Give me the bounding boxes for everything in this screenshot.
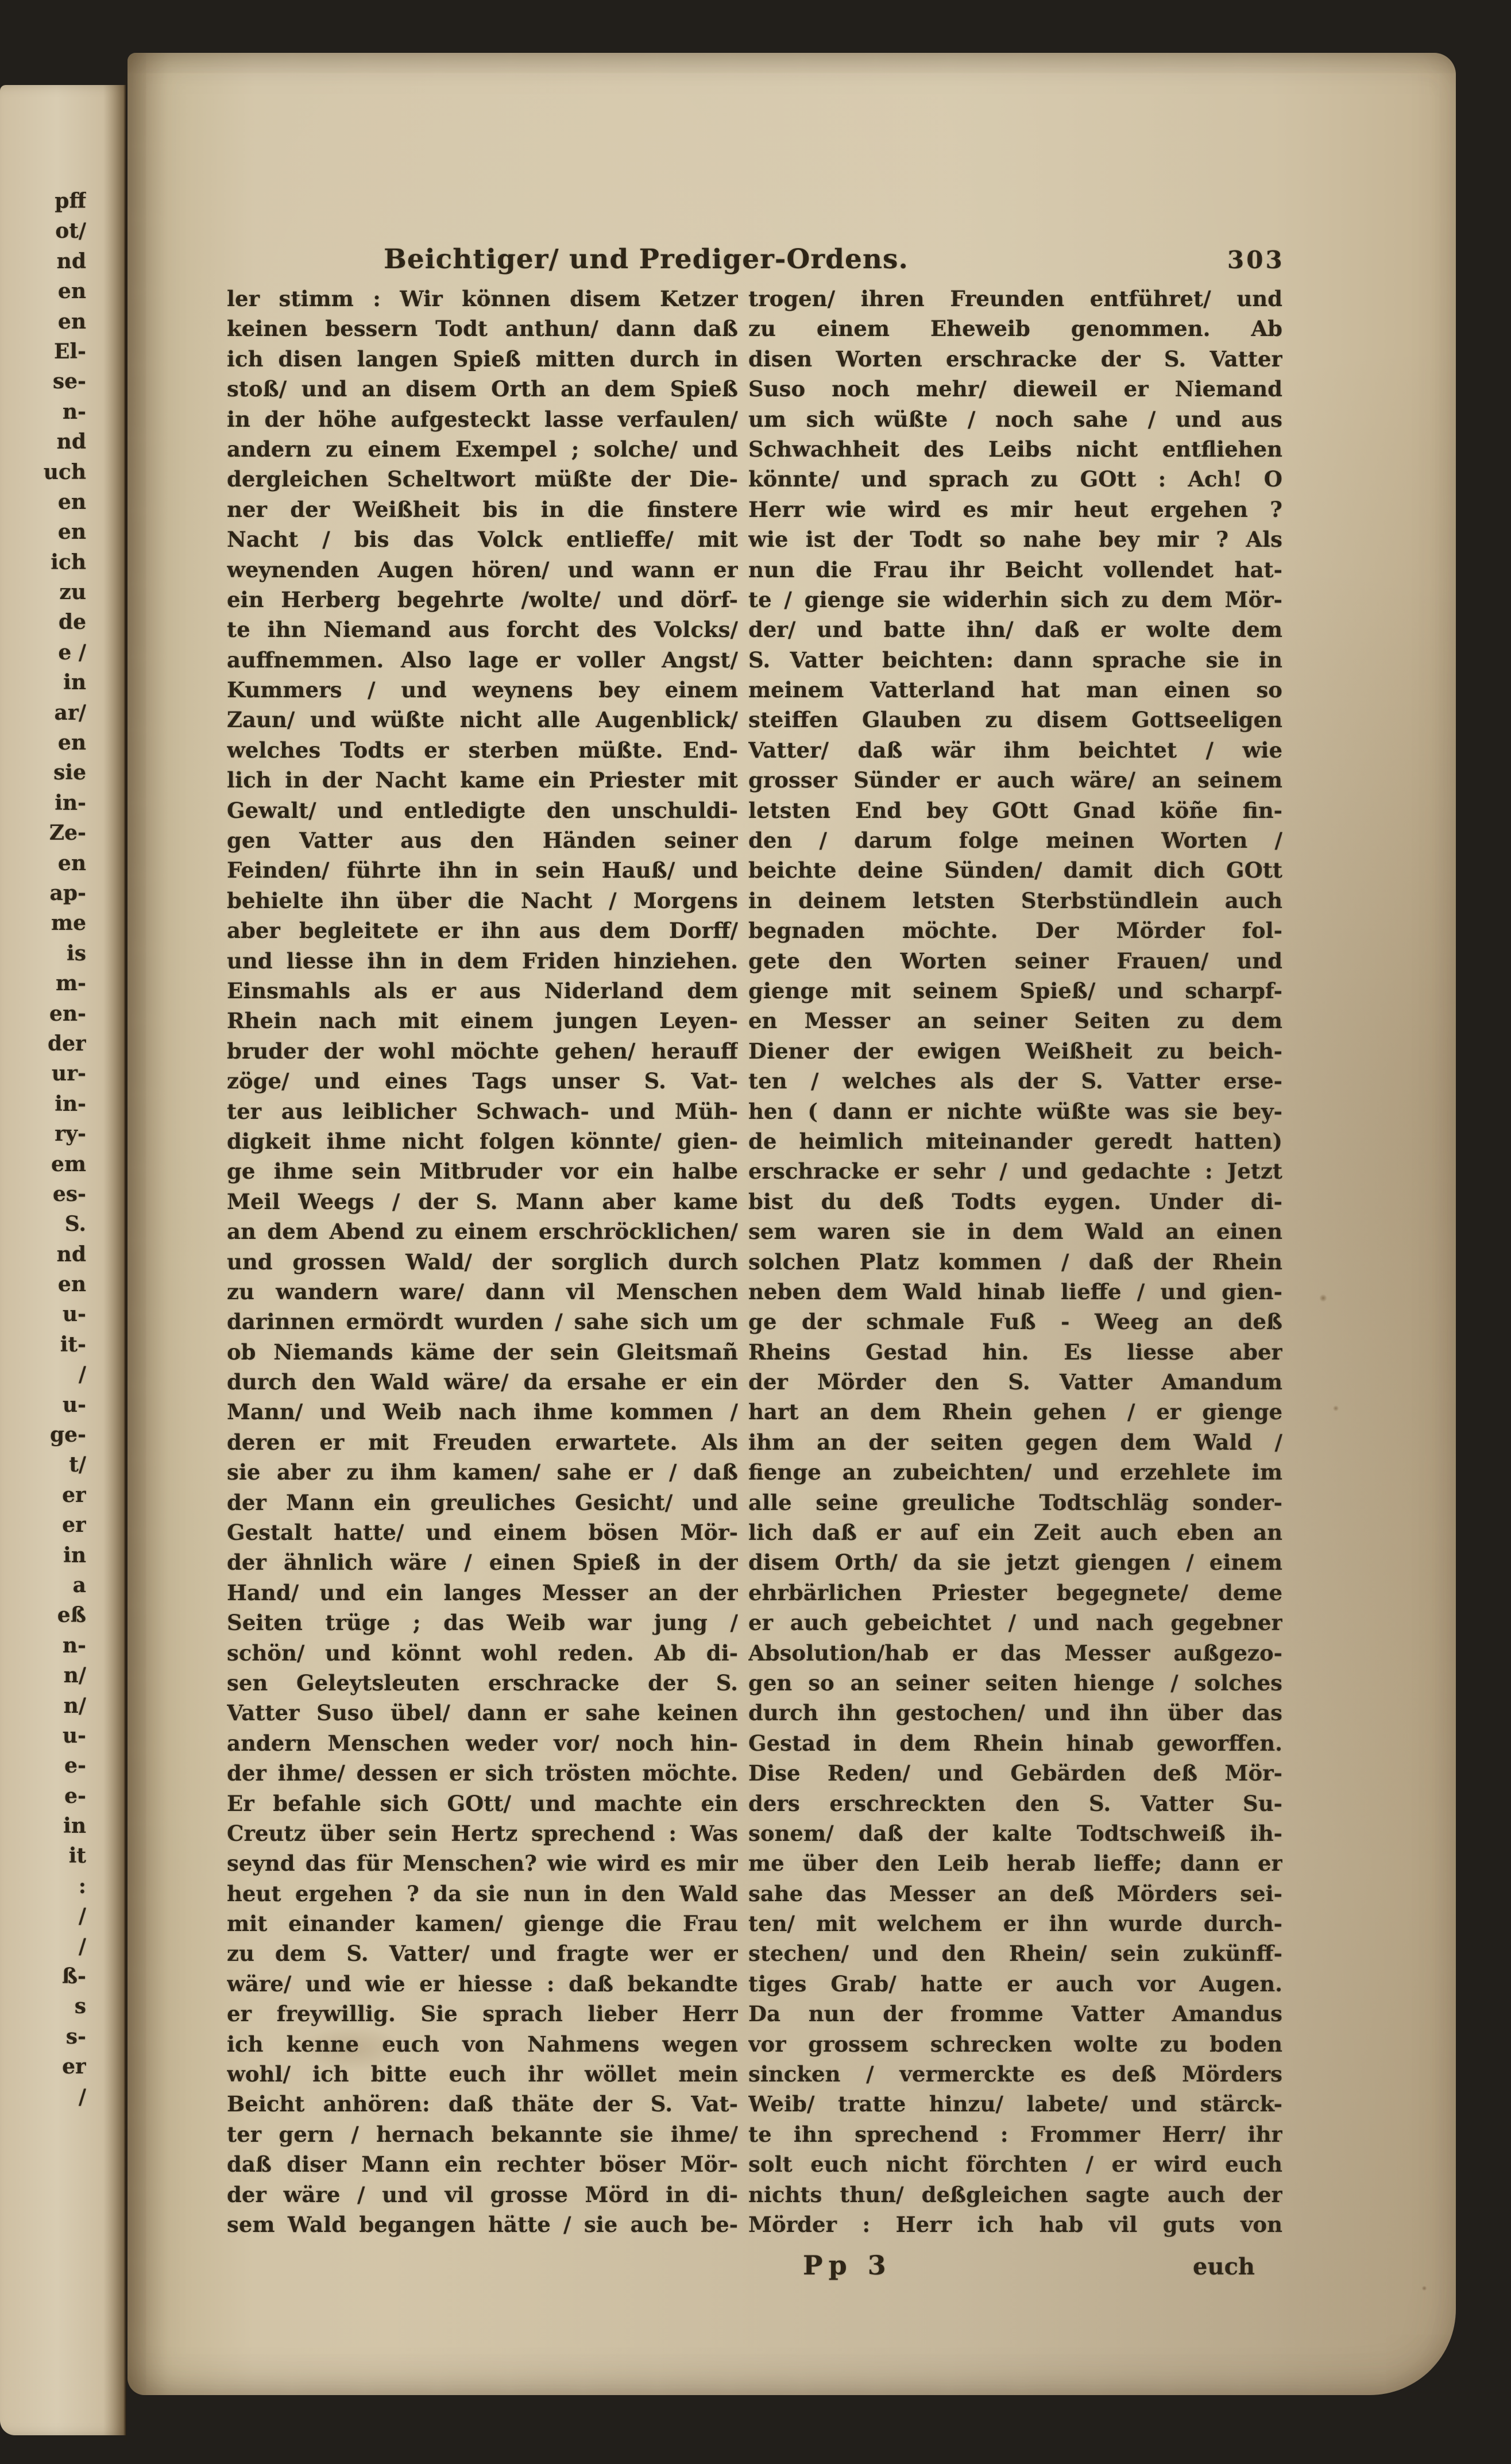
text-line: Zaun/ und wüßte nicht alle Augenblick/ <box>227 707 738 733</box>
text-line: wohl/ ich bitte euch ihr wöllet mein <box>227 2061 738 2087</box>
text-line: Meil Weegs / der S. Mann aber kame <box>227 1188 738 1214</box>
text-line: ner der Weißheit bis in die finstere <box>227 496 738 522</box>
text-line: n- <box>62 399 86 424</box>
text-line: darinnen ermördt wurden / sahe sich um <box>227 1309 738 1335</box>
text-line: me über den Leib herab lieffe; dann er <box>748 1851 1282 1876</box>
text-line: meinem Vatterland hat man einen so <box>748 677 1282 703</box>
text-line: sem Wald begangen hätte / sie auch be- <box>227 2212 738 2237</box>
text-line: trogen/ ihren Freunden entführet/ und <box>748 286 1282 311</box>
text-line: mit einander kamen/ gienge die Frau <box>227 1911 738 1937</box>
text-line: de <box>58 610 86 635</box>
text-line: gete den Worten seiner Frauen/ und <box>748 948 1282 974</box>
text-line: Herr wie wird es mir heut ergehen ? <box>748 496 1282 522</box>
text-line: nichts thun/ deßgleichen sagte auch der <box>748 2181 1282 2207</box>
text-line: ich <box>51 550 86 574</box>
text-line: e / <box>58 640 86 665</box>
text-line: grosser Sünder er auch wäre/ an seinem <box>748 767 1282 793</box>
gutter-fold <box>125 75 127 2441</box>
text-line: te / gienge sie widerhin sich zu dem Mör- <box>748 586 1282 612</box>
text-line: ap- <box>49 880 86 905</box>
text-line: Creutz über sein Hertz sprechend : Was <box>227 1820 738 1846</box>
text-line: e- <box>64 1754 86 1778</box>
text-line: keinen bessern Todt anthun/ dann daß <box>227 316 738 342</box>
page-number: 303 <box>1227 246 1285 274</box>
text-line: lich daß er auf ein Zeit auch eben an <box>748 1520 1282 1546</box>
text-line: me <box>51 911 86 936</box>
text-line: it <box>68 1844 86 1868</box>
text-line: in- <box>55 1091 86 1116</box>
text-line: beichte deine Sünden/ damit dich GOtt <box>748 858 1282 883</box>
text-line: er freywillig. Sie sprach lieber Herr <box>227 2001 738 2027</box>
text-line: en <box>57 489 86 514</box>
text-line: : <box>78 1874 86 1898</box>
text-line: steiffen Glauben zu disem Gottseeligen <box>748 707 1282 733</box>
text-line: auffnemmen. Also lage er voller Angst/ <box>227 647 738 673</box>
page-content <box>227 53 1285 2395</box>
text-line: te ihn Niemand aus forcht des Volcks/ <box>227 617 738 643</box>
text-line: u- <box>62 1392 86 1417</box>
text-line: solt euch nicht förchten / er wird euch <box>748 2152 1282 2177</box>
text-line: El- <box>53 339 86 364</box>
text-line: und liesse ihn in dem Friden hinziehen. <box>227 948 738 974</box>
text-line: nd <box>56 1242 86 1266</box>
text-line: durch ihn gestochen/ und ihn über das <box>748 1700 1282 1726</box>
text-line: stechen/ und den Rhein/ sein zukünff- <box>748 1941 1282 1967</box>
text-line: der Mörder den S. Vatter Amandum <box>748 1369 1282 1395</box>
facing-page-fragments <box>0 186 86 2112</box>
text-line: der wäre / und vil grosse Mörd in di- <box>227 2181 738 2207</box>
text-line: gen Vatter aus den Händen seiner <box>227 828 738 853</box>
text-line: ich disen langen Spieß mitten durch in <box>227 346 738 372</box>
text-line: Seiten trüge ; das Weib war jung / <box>227 1610 738 1636</box>
text-line: Rhein nach mit einem jungen Leyen- <box>227 1008 738 1034</box>
text-line: en <box>57 1272 86 1297</box>
text-line: der Mann ein greuliches Gesicht/ und <box>227 1489 738 1515</box>
text-line: se- <box>52 369 86 394</box>
text-line: nd <box>56 249 86 273</box>
text-line: n- <box>62 1633 86 1658</box>
text-line: ar/ <box>54 700 86 725</box>
text-line: / <box>78 1904 86 1929</box>
facing-page-sliver <box>0 85 126 2435</box>
text-line: durch den Wald wäre/ da ersahe er ein <box>227 1369 738 1395</box>
text-line: zöge/ und eines Tags unser S. Vat- <box>227 1068 738 1094</box>
text-line: en <box>57 520 86 544</box>
text-line: deren er mit Freuden erwartete. Als <box>227 1429 738 1455</box>
text-line: S. <box>64 1212 86 1237</box>
text-line: e- <box>64 1783 86 1808</box>
text-line: sonem/ daß der kalte Todtschweiß ih- <box>748 1820 1282 1846</box>
text-line: er <box>62 2054 86 2079</box>
text-line: u- <box>62 1723 86 1748</box>
text-line: en <box>57 279 86 304</box>
text-line: ten / welches als der S. Vatter erse- <box>748 1068 1282 1094</box>
text-line: en- <box>49 1001 86 1026</box>
text-line: könnte/ und sprach zu GOtt : Ach! O <box>748 466 1282 492</box>
text-line: / <box>78 2084 86 2109</box>
text-line: Einsmahls als er aus Niderland dem <box>227 978 738 1003</box>
text-line: a <box>72 1573 86 1597</box>
text-line: s <box>74 1994 86 2019</box>
text-line: Weib/ tratte hinzu/ labete/ und stärck- <box>748 2091 1282 2117</box>
text-line: es- <box>52 1181 86 1206</box>
signature-mark: Pp 3 <box>803 2250 892 2281</box>
text-line: fienge an zubeichten/ und erzehlete im <box>748 1459 1282 1485</box>
text-line: der/ und batte ihn/ daß er wolte dem <box>748 617 1282 643</box>
text-line: und grossen Wald/ der sorglich durch <box>227 1249 738 1275</box>
text-line: gienge mit seinem Spieß/ und scharpf- <box>748 978 1282 1003</box>
text-line: S. Vatter beichten: dann sprache sie in <box>748 647 1282 673</box>
text-line: m- <box>55 971 86 996</box>
text-line: in der höhe aufgesteckt lasse verfaulen/ <box>227 406 738 432</box>
text-line: ot/ <box>55 219 86 244</box>
text-line: bruder der wohl möchte gehen/ herauff <box>227 1038 738 1064</box>
text-line: zu dem S. Vatter/ und fragte wer er <box>227 1941 738 1967</box>
text-line: en Messer an seiner Seiten zu dem <box>748 1008 1282 1034</box>
text-line: ihm an der seiten gegen dem Wald / <box>748 1429 1282 1455</box>
text-line: ten/ mit welchem er ihn wurde durch- <box>748 1911 1282 1937</box>
text-line: sie <box>53 760 86 785</box>
text-line: schön/ und könnt wohl reden. Ab di- <box>227 1640 738 1666</box>
text-line: Mann/ und Weib nach ihme kommen / <box>227 1399 738 1425</box>
text-line: in- <box>55 790 86 815</box>
text-line: en <box>57 309 86 334</box>
text-line: welches Todts er sterben müßte. End- <box>227 737 738 763</box>
text-line: ders erschreckten den S. Vatter Su- <box>748 1790 1282 1816</box>
text-line: weynenden Augen hören/ und wann er <box>227 557 738 582</box>
text-line: Vatter/ daß wär ihm beichtet / wie <box>748 737 1282 763</box>
text-line: it- <box>60 1332 86 1357</box>
text-line: Kummers / und weynens bey einem <box>227 677 738 703</box>
text-line: in deinem letsten Sterbstündlein auch <box>748 887 1282 913</box>
text-line: Gestad in dem Rhein hinab geworffen. <box>748 1730 1282 1756</box>
text-line: sem waren sie in dem Wald an einen <box>748 1219 1282 1245</box>
text-line: heut ergehen ? da sie nun in den Wald <box>227 1880 738 1906</box>
text-line: Mörder : Herr ich hab vil guts von <box>748 2212 1282 2237</box>
text-line: ler stimm : Wir können disem Ketzer <box>227 286 738 311</box>
text-line: den / darum folge meinen Worten / <box>748 828 1282 853</box>
text-line: ter gern / hernach bekannte sie ihme/ <box>227 2121 738 2147</box>
text-line: behielte ihn über die Nacht / Morgens <box>227 887 738 913</box>
text-line: disen Worten erschracke der S. Vatter <box>748 346 1282 372</box>
text-line: Schwachheit des Leibs nicht entfliehen <box>748 436 1282 462</box>
text-line: dergleichen Scheltwort müßte der Die- <box>227 466 738 492</box>
text-line: letsten End bey GOtt Gnad köñe fin- <box>748 797 1282 823</box>
footer-row <box>748 2250 1282 2284</box>
text-line: in <box>63 1543 86 1567</box>
text-line: ehrbärlichen Priester begegnete/ deme <box>748 1579 1282 1605</box>
text-line: / <box>78 1362 86 1387</box>
text-line: ry- <box>55 1122 86 1146</box>
text-line: er auch gebeichtet / und nach gegebner <box>748 1610 1282 1636</box>
text-line: neben dem Wald hinab lieffe / und gien- <box>748 1279 1282 1304</box>
text-line: solchen Platz kommen / daß der Rhein <box>748 1249 1282 1275</box>
text-line: gen so an seiner seiten hienge / solches <box>748 1670 1282 1696</box>
running-header <box>227 244 1285 278</box>
text-line: en <box>57 851 86 875</box>
text-line: n/ <box>63 1663 86 1688</box>
text-line: Feinden/ führte ihn in sein Hauß/ und <box>227 858 738 883</box>
text-column-left <box>227 284 738 2239</box>
text-line: Dise Reden/ und Gebärden deß Mör- <box>748 1760 1282 1786</box>
text-line: ge ihme sein Mitbruder vor ein halbe <box>227 1158 738 1184</box>
text-line: wie ist der Todt so nahe bey mir ? Als <box>748 527 1282 553</box>
text-line: vor grossem schrecken wolte zu boden <box>748 2031 1282 2057</box>
text-column-right <box>748 284 1282 2239</box>
text-line: eß <box>57 1603 86 1628</box>
text-line: sie aber zu ihm kamen/ sahe er / daß <box>227 1459 738 1485</box>
text-line: sahe das Messer an deß Mörders sei- <box>748 1880 1282 1906</box>
catchword: euch <box>1193 2253 1255 2280</box>
text-line: er <box>62 1513 86 1538</box>
text-line: sen Geleytsleuten erschracke der S. <box>227 1670 738 1696</box>
text-line: Gewalt/ und entledigte den unschuldi- <box>227 797 738 823</box>
text-line: nun die Frau ihr Beicht vollendet hat- <box>748 557 1282 582</box>
text-line: daß diser Mann ein rechter böser Mör- <box>227 2152 738 2177</box>
text-line: der <box>47 1031 86 1056</box>
text-line: Diener der ewigen Weißheit zu beich- <box>748 1038 1282 1064</box>
text-line: alle seine greuliche Todtschläg sonder- <box>748 1489 1282 1515</box>
text-line: Vatter Suso übel/ dann er sahe keinen <box>227 1700 738 1726</box>
text-line: wäre/ und wie er hiesse : daß bekandte <box>227 1971 738 1996</box>
text-line: s- <box>65 2024 86 2049</box>
text-line: um sich wüßte / noch sahe / und aus <box>748 406 1282 432</box>
text-line: Nacht / bis das Volck entlieffe/ mit <box>227 527 738 553</box>
text-line: Ze- <box>49 821 86 845</box>
text-columns <box>227 284 1282 2239</box>
text-line: andern Menschen weder vor/ noch hin- <box>227 1730 738 1756</box>
text-line: ob Niemands käme der sein Gleitsmañ <box>227 1339 738 1365</box>
text-line: Da nun der fromme Vatter Amandus <box>748 2001 1282 2027</box>
text-line: en <box>57 731 86 755</box>
book-page <box>127 53 1456 2395</box>
text-line: Gestalt hatte/ und einem bösen Mör- <box>227 1520 738 1546</box>
text-line: ß- <box>61 1964 86 1989</box>
text-line: zu <box>59 580 86 605</box>
text-line: / <box>78 1934 86 1959</box>
text-line: is <box>67 941 86 965</box>
text-line: in <box>63 1814 86 1839</box>
text-line: de heimlich miteinander geredt hatten) <box>748 1128 1282 1154</box>
text-line: ich kenne euch von Nahmens wegen <box>227 2031 738 2057</box>
text-line: ein Herberg begehrte /wolte/ und dörf- <box>227 586 738 612</box>
text-line: ur- <box>51 1061 86 1086</box>
text-line: begnaden möchte. Der Mörder fol- <box>748 918 1282 944</box>
running-title: Beichtiger/ und Prediger-Ordens. <box>384 244 909 275</box>
text-line: t/ <box>69 1453 86 1477</box>
text-line: aber begleitete er ihn aus dem Dorff/ <box>227 918 738 944</box>
text-line: bist du deß Todts eygen. Under di- <box>748 1188 1282 1214</box>
text-line: ge der schmale Fuß - Weeg an deß <box>748 1309 1282 1335</box>
text-line: zu wandern ware/ dann vil Menschen <box>227 1279 738 1304</box>
text-line: Er befahle sich GOtt/ und machte ein <box>227 1790 738 1816</box>
text-line: u- <box>62 1302 86 1327</box>
text-line: uch <box>43 459 86 484</box>
text-line: der ihme/ dessen er sich trösten möchte. <box>227 1760 738 1786</box>
text-line: erschracke er sehr / und gedachte : Jetzt <box>748 1158 1282 1184</box>
text-line: em <box>51 1152 86 1176</box>
text-line: nd <box>56 430 86 454</box>
text-line: lich in der Nacht kame ein Priester mit <box>227 767 738 793</box>
text-line: Absolution/hab er das Messer außgezo- <box>748 1640 1282 1666</box>
text-line: n/ <box>63 1693 86 1718</box>
text-line: hen ( dann er nichte wüßte was sie bey- <box>748 1098 1282 1124</box>
text-line: Hand/ und ein langes Messer an der <box>227 1579 738 1605</box>
text-line: Suso noch mehr/ dieweil er Niemand <box>748 376 1282 402</box>
text-line: der ähnlich wäre / einen Spieß in der <box>227 1550 738 1575</box>
text-line: ter aus leiblicher Schwach- und Müh- <box>227 1098 738 1124</box>
text-line: pff <box>55 189 86 213</box>
text-line: in <box>63 670 86 695</box>
text-line: tiges Grab/ hatte er auch vor Augen. <box>748 1971 1282 1996</box>
text-line: Rheins Gestad hin. Es liesse aber <box>748 1339 1282 1365</box>
text-line: hart an dem Rhein gehen / er gienge <box>748 1399 1282 1425</box>
text-line: ge- <box>49 1423 86 1447</box>
text-line: andern zu einem Exempel ; solche/ und <box>227 436 738 462</box>
text-line: te ihn sprechend : Frommer Herr/ ihr <box>748 2121 1282 2147</box>
text-line: disem Orth/ da sie jetzt giengen / einem <box>748 1550 1282 1575</box>
text-line: seynd das für Menschen? wie wird es mir <box>227 1851 738 1876</box>
text-line: zu einem Eheweib genommen. Ab <box>748 316 1282 342</box>
text-line: Beicht anhören: daß thäte der S. Vat- <box>227 2091 738 2117</box>
text-line: an dem Abend zu einem erschröcklichen/ <box>227 1219 738 1245</box>
text-line: er <box>62 1482 86 1507</box>
text-line: stoß/ und an disem Orth an dem Spieß <box>227 376 738 402</box>
text-line: sincken / vermerckte es deß Mörders <box>748 2061 1282 2087</box>
text-line: digkeit ihme nicht folgen könnte/ gien- <box>227 1128 738 1154</box>
